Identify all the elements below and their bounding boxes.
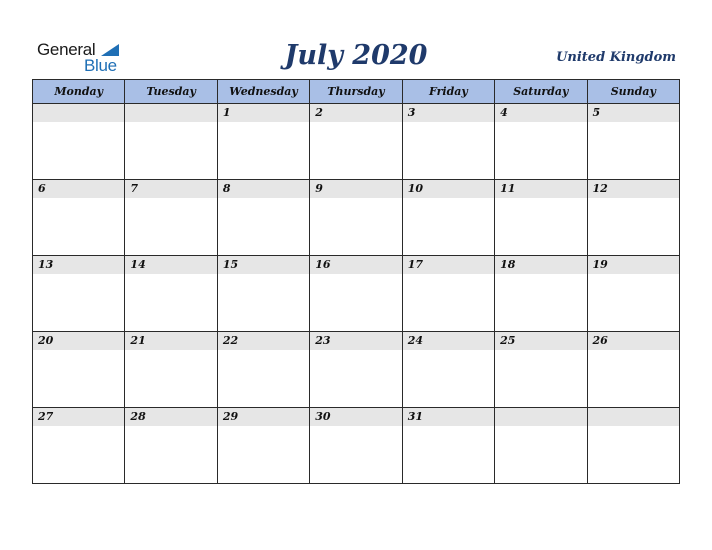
day-cell[interactable]: [125, 180, 217, 256]
day-number-bar: [310, 180, 401, 198]
logo-text-blue: Blue: [84, 56, 117, 75]
day-number: 12: [592, 182, 608, 195]
day-number: 16: [315, 258, 331, 271]
country-label: United Kingdom: [556, 50, 676, 65]
weekday-header: Thursday: [310, 80, 402, 104]
day-number-bar: [588, 104, 679, 122]
weekday-header: Saturday: [495, 80, 587, 104]
day-cell[interactable]: [33, 256, 125, 332]
day-number: 24: [407, 334, 423, 347]
day-number: 22: [222, 334, 239, 347]
day-cell[interactable]: [125, 332, 217, 408]
weekday-header: Wednesday: [217, 80, 309, 104]
day-number: 17: [407, 258, 423, 271]
day-number-bar: [495, 180, 586, 198]
week-row: [33, 408, 680, 484]
day-number: 4: [500, 106, 508, 119]
day-number-bar: [125, 332, 216, 350]
day-number: 31: [407, 410, 423, 423]
day-cell[interactable]: [33, 104, 125, 180]
logo-text-general: General: [37, 40, 96, 59]
day-cell[interactable]: [495, 256, 587, 332]
day-number-bar: [218, 256, 309, 274]
day-number: 28: [130, 410, 146, 423]
week-row: [33, 180, 680, 256]
day-cell[interactable]: [217, 104, 309, 180]
day-cell[interactable]: [217, 180, 309, 256]
day-cell[interactable]: [33, 408, 125, 484]
day-number-bar: [125, 408, 216, 426]
day-cell[interactable]: [217, 332, 309, 408]
day-number-bar: [125, 104, 216, 122]
day-cell[interactable]: [402, 180, 494, 256]
day-number: 13: [38, 258, 54, 271]
day-number-bar: [495, 332, 586, 350]
day-number-bar: [218, 104, 309, 122]
day-cell[interactable]: [125, 104, 217, 180]
day-number-bar: [218, 408, 309, 426]
day-cell[interactable]: [310, 180, 402, 256]
day-number: 18: [500, 258, 516, 271]
day-cell[interactable]: [495, 332, 587, 408]
day-number-bar: [33, 180, 124, 198]
day-cell[interactable]: [495, 180, 587, 256]
calendar-title: July 2020: [284, 40, 428, 71]
day-cell[interactable]: [125, 256, 217, 332]
day-cell[interactable]: [587, 104, 679, 180]
day-number-bar: [33, 256, 124, 274]
day-number: 11: [500, 182, 516, 195]
day-cell[interactable]: [217, 408, 309, 484]
day-number-bar: [495, 104, 586, 122]
day-number: 9: [315, 182, 323, 195]
day-cell[interactable]: [310, 256, 402, 332]
day-number-bar: [495, 256, 586, 274]
day-number: 14: [130, 258, 146, 271]
day-number-bar: [218, 332, 309, 350]
day-cell[interactable]: [310, 408, 402, 484]
day-number-bar: [588, 332, 679, 350]
day-cell[interactable]: [495, 104, 587, 180]
day-number-bar: [125, 256, 216, 274]
day-number: 23: [315, 334, 331, 347]
day-number: 20: [38, 334, 54, 347]
day-number-bar: [310, 408, 401, 426]
day-number: 21: [130, 334, 146, 347]
day-cell[interactable]: [587, 256, 679, 332]
day-number: 7: [130, 182, 139, 195]
day-number-bar: [310, 104, 401, 122]
week-row: [33, 332, 680, 408]
day-number-bar: [403, 104, 494, 122]
day-cell[interactable]: [402, 104, 494, 180]
week-row: [33, 256, 680, 332]
day-cell[interactable]: [310, 104, 402, 180]
day-cell[interactable]: [402, 256, 494, 332]
day-number: 6: [38, 182, 46, 195]
day-number-bar: [588, 180, 679, 198]
day-number: 27: [38, 410, 54, 423]
day-cell[interactable]: [310, 332, 402, 408]
day-number-bar: [403, 180, 494, 198]
day-number: 26: [592, 334, 608, 347]
day-number-bar: [495, 408, 586, 426]
day-number: 3: [407, 106, 416, 119]
day-number-bar: [403, 408, 494, 426]
day-cell[interactable]: [495, 408, 587, 484]
day-cell[interactable]: [587, 180, 679, 256]
day-number: 8: [222, 182, 231, 195]
week-row: [33, 104, 680, 180]
day-cell[interactable]: [217, 256, 309, 332]
day-number-bar: [403, 332, 494, 350]
calendar-grid: [32, 79, 680, 484]
weekday-header-row: [33, 80, 680, 104]
weekday-header: Tuesday: [125, 80, 217, 104]
day-number: 5: [592, 106, 601, 119]
day-cell[interactable]: [587, 408, 679, 484]
day-number-bar: [588, 256, 679, 274]
weekday-header: Sunday: [587, 80, 679, 104]
day-cell[interactable]: [33, 332, 125, 408]
day-cell[interactable]: [402, 332, 494, 408]
day-number-bar: [218, 180, 309, 198]
day-number: 1: [222, 106, 231, 119]
day-number-bar: [588, 408, 679, 426]
day-number-bar: [310, 256, 401, 274]
day-cell[interactable]: [33, 180, 125, 256]
day-number-bar: [403, 256, 494, 274]
day-cell[interactable]: [125, 408, 217, 484]
day-cell[interactable]: [402, 408, 494, 484]
day-number-bar: [310, 332, 401, 350]
weekday-header: Friday: [402, 80, 494, 104]
day-number: 29: [222, 410, 239, 423]
day-number: 15: [222, 258, 239, 271]
day-number-bar: [33, 104, 124, 122]
day-number-bar: [125, 180, 216, 198]
day-number-bar: [33, 408, 124, 426]
day-number: 10: [407, 182, 423, 195]
weekday-header: Monday: [33, 80, 125, 104]
day-number: 30: [315, 410, 331, 423]
day-number-bar: [33, 332, 124, 350]
day-cell[interactable]: [587, 332, 679, 408]
day-number: 19: [592, 258, 608, 271]
day-number: 2: [315, 106, 323, 119]
day-number: 25: [500, 334, 516, 347]
